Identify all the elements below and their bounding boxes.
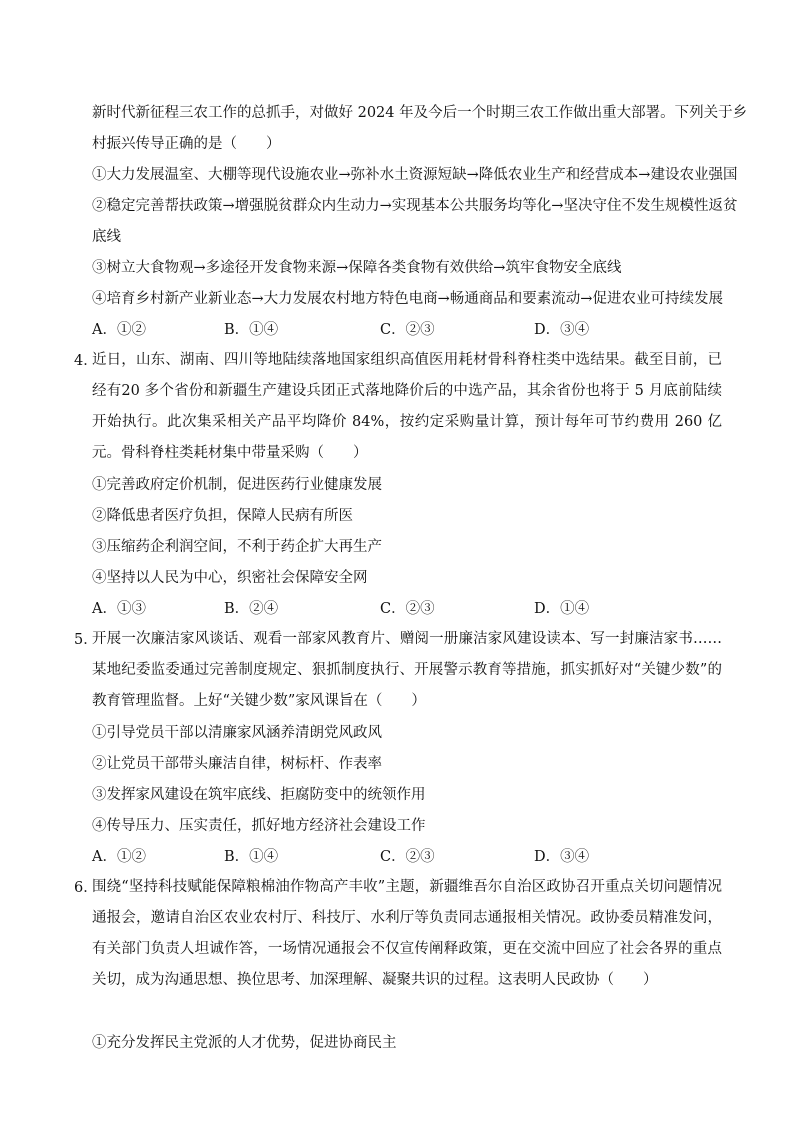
q5-item-4: ④传导压力、压实责任，抓好地方经济社会建设工作 [92,818,426,834]
q5-options [92,847,732,867]
q6-item-1: ①充分发挥民主党派的人才优势，促进协商民主 [92,1035,397,1051]
q4-item-2: ②降低患者医疗负担，保障人民病有所医 [92,508,353,524]
q3-stem-line-2: 村振兴传导正确的是（ ） [92,136,281,152]
q5-option-c[interactable]: C．②③ [380,849,435,865]
q3-item-4: ④培育乡村新产业新业态→大力发展农村地方特色电商→畅通商品和要素流动→促进农业可持续发展 [92,291,723,307]
q5-item-2: ②让党员干部带头廉洁自律，树标杆、作表率 [92,756,382,772]
q3-option-a[interactable]: A．①② [92,322,146,338]
q6-number: 6． [74,880,98,896]
q3-option-c[interactable]: C．②③ [380,322,435,338]
q4-number: 4． [74,353,98,369]
q4-item-3: ③压缩药企利润空间，不利于药企扩大再生产 [92,539,382,555]
q5-item-3: ③发挥家风建设在筑牢底线、拒腐防变中的统领作用 [92,787,426,803]
q3-options [92,320,732,340]
q5-option-a[interactable]: A．①② [92,849,146,865]
q6-stem: 围绕“坚持科技赋能保障粮棉油作物高产丰收”主题，新疆维吾尔自治区政协召开重点关切问题情况通报会，邀请自治区农业农村厅、科技厅、水利厅等负责同志通报相关情况。政协委员精准发问，有关部门负责人坦诚作答，一场情况通报会不仅宣传阐释政策，更在交流中回应了社会各界的重点关切，成为沟通思想、换位思考、加深理解、凝聚共识的过程。这表明人民政协（ ） [92,879,722,988]
q3-item-3: ③树立大食物观→多途径开发食物来源→保障各类食物有效供给→筑牢食物安全底线 [92,260,622,276]
q4-option-d[interactable]: D．①④ [534,601,590,617]
q3-item-2-cont: 底线 [92,229,121,245]
q4-option-b[interactable]: B．②④ [224,601,279,617]
q3-item-1: ①大力发展温室、大棚等现代设施农业→弥补水土资源短缺→降低农业生产和经营成本→建设农业强国 [92,167,738,183]
q3-item-2: ②稳定完善帮扶政策→增强脱贫群众内生动力→实现基本公共服务均等化→坚决守住不发生规模性返贫 [92,198,738,214]
q4-option-a[interactable]: A．①③ [92,601,146,617]
q4-stem: 近日，山东、湖南、四川等地陆续落地国家组织高值医用耗材骨科脊柱类中选结果。截至目前，已经有20 多个省份和新疆生产建设兵团正式落地降价后的中选产品，其余省份也将于 5 月底前陆续开始执行。此次集采相关产品平均降价 84%，按约定采购量计算，预计每年可节约费用 260 亿元。骨科脊柱类耗材集中带量采购（ ） [92,352,722,461]
q5-stem: 开展一次廉洁家风谈话、观看一部家风教育片、赠阅一册廉洁家风建设读本、写一封廉洁家书……某地纪委监委通过完善制度规定、狠抓制度执行、开展警示教育等措施，抓实抓好对“关键少数”的教育管理监督。上好“关键少数”家风课旨在（ ） [92,631,722,709]
q5-item-1: ①引导党员干部以清廉家风涵养清朗党风政风 [92,725,382,741]
q5-number: 5． [74,632,98,648]
q5-option-b[interactable]: B．①④ [224,849,279,865]
q4-item-4: ④坚持以人民为中心，织密社会保障安全网 [92,570,368,586]
q4-item-1: ①完善政府定价机制，促进医药行业健康发展 [92,477,382,493]
q3-stem-line-1: 新时代新征程三农工作的总抓手，对做好 2024 年及今后一个时期三农工作做出重大部署。下列关于乡 [92,105,748,121]
q3-option-d[interactable]: D．③④ [534,322,590,338]
q4-option-c[interactable]: C．②③ [380,601,435,617]
q4-options [92,599,732,619]
q5-option-d[interactable]: D．③④ [534,849,590,865]
q3-option-b[interactable]: B．①④ [224,322,279,338]
